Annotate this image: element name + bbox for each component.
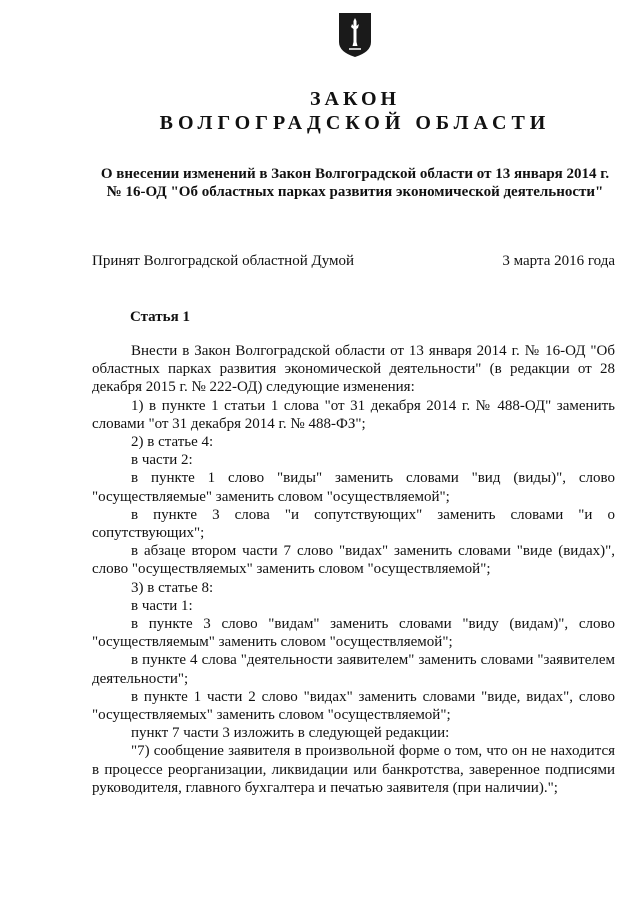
adopted-by: Принят Волгоградской областной Думой	[92, 253, 355, 269]
article-paragraph: 1) в пункте 1 статьи 1 слова "от 31 декабря 2014 г. № 488-ОД" заменить словами "от 31 декабря 2014 г. № 488-ФЗ";	[92, 397, 615, 432]
law-subject-line-2: № 16-ОД "Об областных парках развития экономической деятельности"	[106, 184, 604, 200]
law-title: ЗАКОН	[309, 88, 401, 110]
article-heading: Статья 1	[130, 309, 190, 325]
article-paragraph: пункт 7 части 3 изложить в следующей редакции:	[131, 725, 450, 742]
law-subject-line-1: О внесении изменений в Закон Волгоградской области от 13 января 2014 г.	[100, 166, 610, 182]
law-subject	[60, 165, 640, 201]
article-paragraph: в части 1:	[131, 597, 193, 614]
region-title: ВОЛГОГРАДСКОЙ ОБЛАСТИ	[159, 112, 551, 134]
article-paragraph: в части 2:	[131, 452, 193, 469]
article-paragraph: в пункте 3 слова "и сопутствующих" заменить словами "и о сопутствующих";	[92, 506, 615, 542]
article-paragraph: Внести в Закон Волгоградской области от 13 января 2014 г. № 16-ОД "Об областных парках развития экономической деятельности" (в редакции от 28 декабря 2015 г. № 222-ОД) следующие изменения:	[92, 343, 615, 396]
article-paragraph: в пункте 1 слово "виды" заменить словами "вид (виды)", слово "осуществляемые" заменить словом "осуществляемой";	[92, 470, 615, 505]
coat-of-arms-icon	[338, 12, 372, 58]
article-paragraph: в пункте 4 слова "деятельности заявителем" заменить словами "заявителем деятельности";	[92, 652, 615, 687]
article-paragraph: "7) сообщение заявителя в произвольной форме о том, что он не находится в процессе реорганизации, ликвидации или банкротства, заверенное подписями руководителя, главного бухгалтера и печатью заявителя (при наличии).";	[92, 743, 615, 796]
article-body	[92, 342, 615, 797]
article-paragraph: в пункте 1 части 2 слово "видах" заменить словами "виде, видах", слово "осуществляемых" заменить словом "осуществляемой";	[92, 688, 615, 724]
article-paragraph: в абзаце втором части 7 слово "видах" заменить словами "виде (видах)", слово "осуществляемых" заменить словом "осуществляемой";	[92, 543, 615, 578]
article-paragraph: 3) в статье 8:	[131, 579, 214, 596]
adoption-date: 3 марта 2016 года	[502, 253, 615, 269]
article-paragraph: в пункте 3 слово "видам" заменить словами "виду (видам)", слово "осуществляемым" заменить словом "осуществляемой";	[92, 616, 615, 651]
article-paragraph: 2) в статье 4:	[131, 434, 214, 451]
